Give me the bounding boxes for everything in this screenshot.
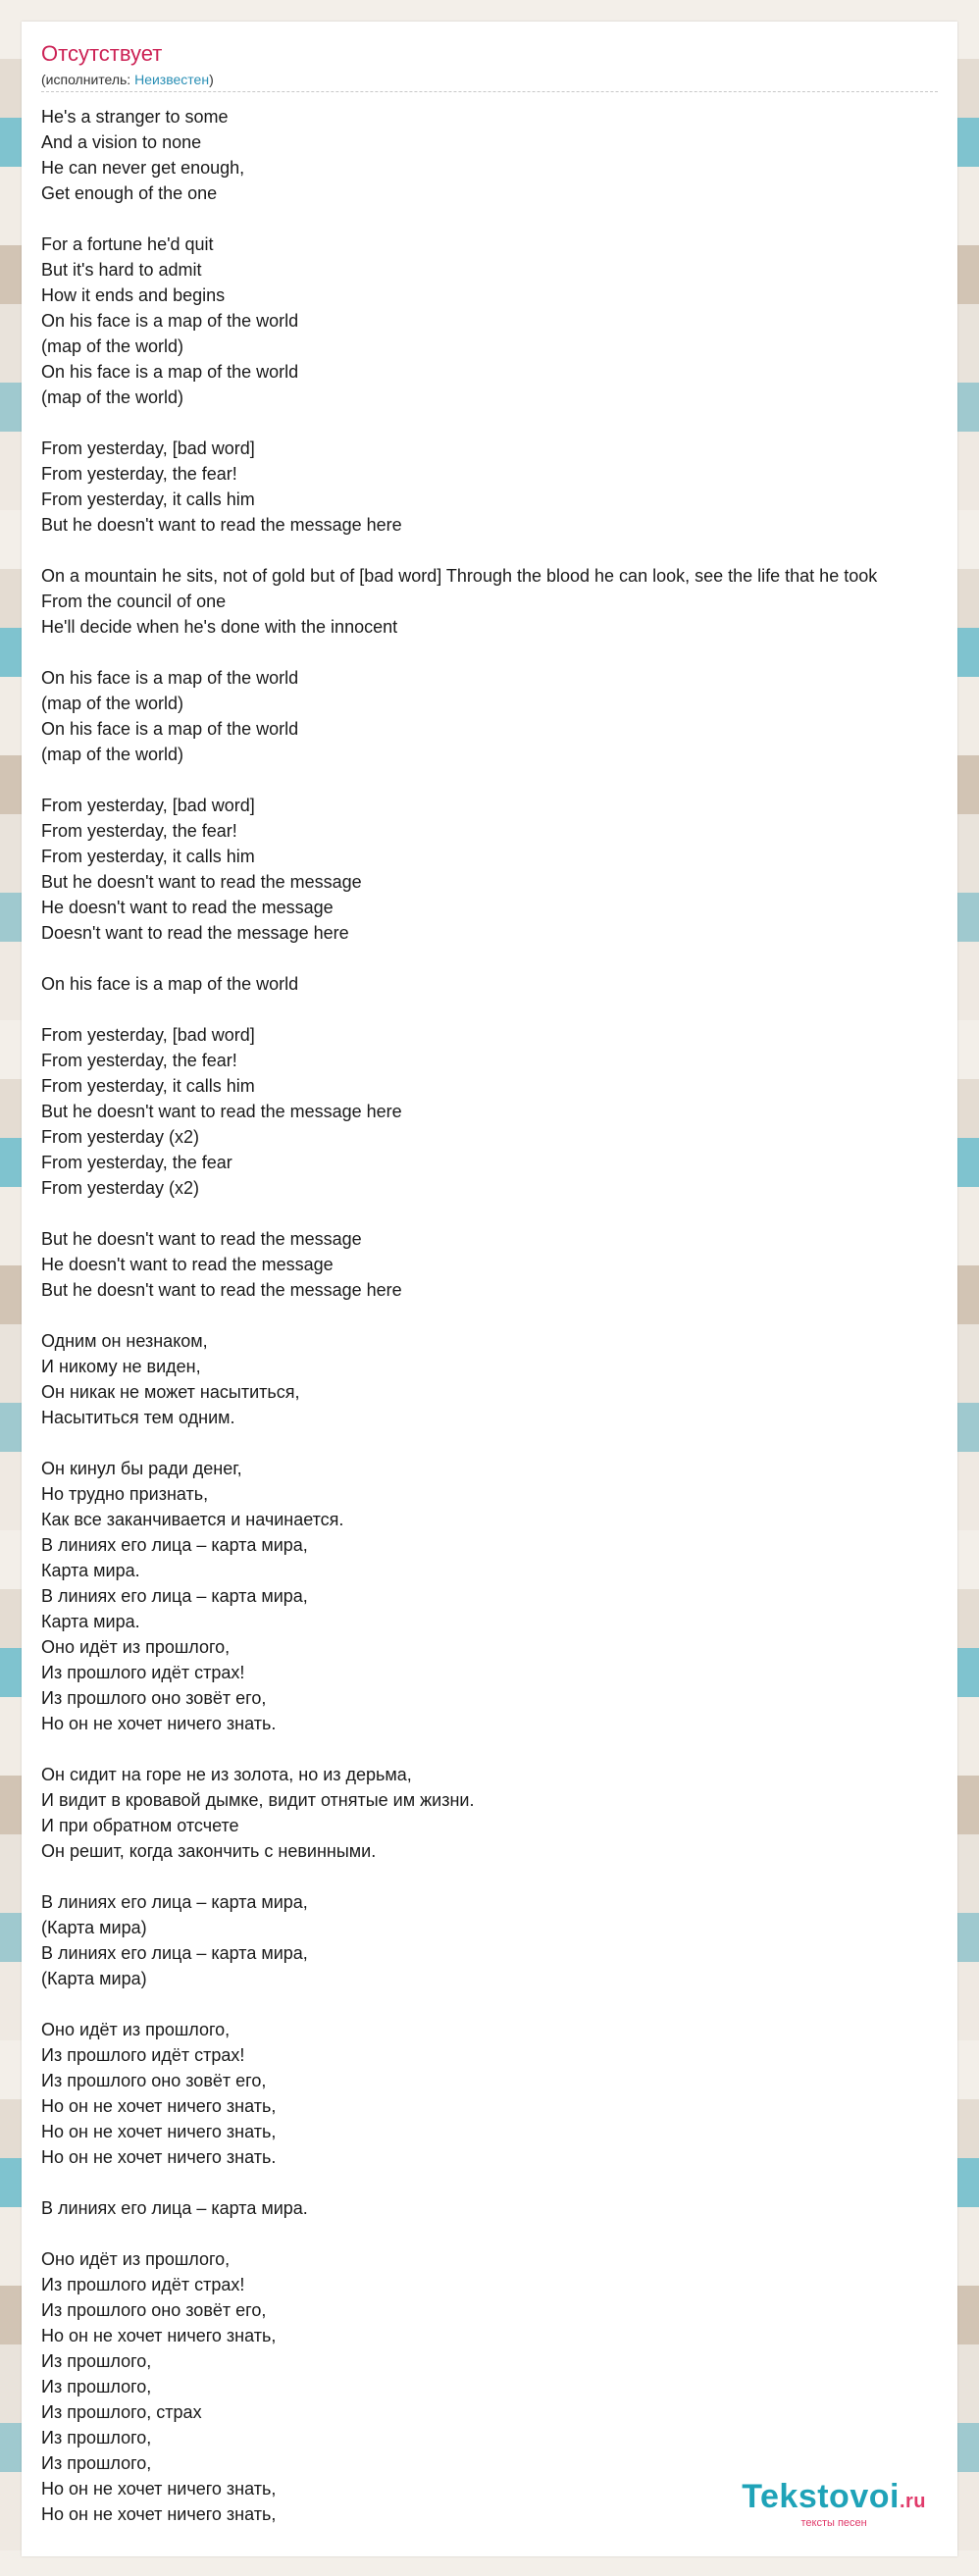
- lyric-line: [41, 1991, 957, 2017]
- lyric-line: But he doesn't want to read the message here: [41, 1102, 402, 1121]
- lyric-line: В линиях его лица – карта мира,: [41, 1535, 308, 1555]
- lyric-line: From yesterday, [bad word]: [41, 438, 255, 458]
- logo-name: Tekstovoi: [742, 2478, 900, 2515]
- lyric-line: В линиях его лица – карта мира,: [41, 1943, 308, 1963]
- lyric-line: But it's hard to admit: [41, 260, 202, 280]
- lyric-line: Но он не хочет ничего знать,: [41, 2504, 277, 2524]
- lyric-line: В линиях его лица – карта мира,: [41, 1892, 308, 1912]
- lyric-line: Из прошлого идёт страх!: [41, 2045, 245, 2065]
- lyric-line: Из прошлого,: [41, 2428, 152, 2447]
- lyric-line: В линиях его лица – карта мира.: [41, 2198, 308, 2218]
- lyric-line: (Карта мира): [41, 1918, 147, 1937]
- lyric-line: On a mountain he sits, not of gold but of [bad word] Through the blood he can look, see the life that he took: [41, 566, 878, 586]
- lyric-line: Оно идёт из прошлого,: [41, 2249, 231, 2269]
- lyric-line: Но он не хочет ничего знать.: [41, 1714, 277, 1733]
- lyric-line: Карта мира.: [41, 1561, 140, 1580]
- logo-tagline: тексты песен: [800, 2517, 867, 2529]
- lyric-line: [41, 2221, 957, 2246]
- lyric-line: Из прошлого,: [41, 2453, 152, 2473]
- lyrics-card: [22, 22, 957, 2556]
- lyric-line: Но он не хочет ничего знать.: [41, 2147, 277, 2167]
- lyric-line: Но он не хочет ничего знать,: [41, 2326, 277, 2345]
- artist-line: (исполнитель: Неизвестен): [41, 72, 214, 87]
- lyric-line: On his face is a map of the world: [41, 668, 299, 688]
- lyric-line: Из прошлого оно зовёт его,: [41, 2300, 267, 2320]
- lyric-line: [41, 1864, 957, 1889]
- lyric-line: Из прошлого, страх: [41, 2402, 202, 2422]
- lyric-line: For a fortune he'd quit: [41, 234, 214, 254]
- lyric-line: [41, 1303, 957, 1328]
- lyric-line: He doesn't want to read the message: [41, 1255, 334, 1274]
- lyric-line: И видит в кровавой дымке, видит отнятые им жизни.: [41, 1790, 475, 1810]
- lyric-line: Из прошлого оно зовёт его,: [41, 1688, 267, 1708]
- lyric-line: Карта мира.: [41, 1612, 140, 1631]
- lyric-line: Из прошлого идёт страх!: [41, 2275, 245, 2294]
- lyric-line: From yesterday (x2): [41, 1127, 200, 1147]
- lyric-line: Оно идёт из прошлого,: [41, 1637, 231, 1657]
- lyric-line: Но он не хочет ничего знать,: [41, 2479, 277, 2499]
- lyric-line: But he doesn't want to read the message: [41, 1229, 362, 1249]
- lyric-line: Он кинул бы ради денег,: [41, 1459, 242, 1478]
- lyric-line: Он решит, когда закончить с невинными.: [41, 1841, 377, 1861]
- lyric-line: [41, 206, 957, 232]
- lyric-line: [41, 1201, 957, 1226]
- lyric-line: Из прошлого идёт страх!: [41, 1663, 245, 1682]
- lyric-line: Одним он незнаком,: [41, 1331, 208, 1351]
- lyric-line: [41, 640, 957, 665]
- lyric-line: В линиях его лица – карта мира,: [41, 1586, 308, 1606]
- lyric-line: И никому не виден,: [41, 1357, 201, 1376]
- lyric-line: On his face is a map of the world: [41, 974, 299, 994]
- lyric-line: But he doesn't want to read the message: [41, 872, 362, 892]
- lyric-line: From yesterday, the fear!: [41, 821, 237, 841]
- lyric-line: And a vision to none: [41, 132, 202, 152]
- logo-tld: .ru: [899, 2491, 926, 2512]
- lyric-line: (map of the world): [41, 745, 184, 764]
- lyric-line: From yesterday, it calls him: [41, 1076, 255, 1096]
- lyric-line: He doesn't want to read the message: [41, 898, 334, 917]
- lyric-line: Но он не хочет ничего знать,: [41, 2096, 277, 2116]
- lyric-line: From yesterday, it calls him: [41, 847, 255, 866]
- lyric-line: Из прошлого,: [41, 2351, 152, 2371]
- lyric-line: From yesterday, [bad word]: [41, 1025, 255, 1045]
- song-title: Отсутствует: [41, 41, 163, 66]
- lyric-line: (map of the world): [41, 336, 184, 356]
- lyric-line: Он сидит на горе не из золота, но из дерьма,: [41, 1765, 412, 1784]
- lyric-line: From yesterday, the fear: [41, 1153, 232, 1172]
- lyric-line: On his face is a map of the world: [41, 362, 299, 382]
- lyric-line: But he doesn't want to read the message here: [41, 1280, 402, 1300]
- lyric-line: He'll decide when he's done with the innocent: [41, 617, 398, 637]
- lyric-line: From yesterday, the fear!: [41, 464, 237, 484]
- lyric-line: Насытиться тем одним.: [41, 1408, 235, 1427]
- lyric-line: [41, 1736, 957, 1762]
- artist-link[interactable]: Неизвестен: [134, 72, 210, 87]
- lyric-line: [41, 767, 957, 793]
- lyric-line: Doesn't want to read the message here: [41, 923, 349, 943]
- lyric-line: On his face is a map of the world: [41, 311, 299, 331]
- lyric-line: From yesterday (x2): [41, 1178, 200, 1198]
- header-divider: [41, 91, 938, 92]
- lyric-line: He's a stranger to some: [41, 107, 229, 127]
- lyric-line: Get enough of the one: [41, 183, 218, 203]
- lyric-line: From yesterday, the fear!: [41, 1051, 237, 1070]
- lyric-line: И при обратном отсчете: [41, 1816, 239, 1835]
- lyric-line: [41, 997, 957, 1022]
- lyric-line: How it ends and begins: [41, 285, 226, 305]
- lyric-line: Как все заканчивается и начинается.: [41, 1510, 344, 1529]
- lyric-line: Из прошлого оно зовёт его,: [41, 2071, 267, 2090]
- lyric-line: (Карта мира): [41, 1969, 147, 1988]
- lyric-line: [41, 946, 957, 971]
- lyrics-text: [41, 104, 957, 2527]
- artist-label: исполнитель:: [45, 72, 131, 87]
- lyric-line: From the council of one: [41, 592, 227, 611]
- lyric-line: [41, 538, 957, 563]
- site-logo[interactable]: [742, 2479, 926, 2529]
- lyric-line: Но трудно признать,: [41, 1484, 209, 1504]
- lyric-line: Он никак не может насытиться,: [41, 1382, 300, 1402]
- lyric-line: [41, 1430, 957, 1456]
- lyric-line: Из прошлого,: [41, 2377, 152, 2396]
- lyric-line: [41, 410, 957, 436]
- lyric-line: (map of the world): [41, 694, 184, 713]
- lyric-line: [41, 2170, 957, 2195]
- lyric-line: From yesterday, it calls him: [41, 489, 255, 509]
- lyric-line: On his face is a map of the world: [41, 719, 299, 739]
- lyric-line: But he doesn't want to read the message here: [41, 515, 402, 535]
- lyric-line: Оно идёт из прошлого,: [41, 2020, 231, 2039]
- lyric-line: He can never get enough,: [41, 158, 245, 178]
- lyric-line: Но он не хочет ничего знать,: [41, 2122, 277, 2141]
- lyric-line: From yesterday, [bad word]: [41, 796, 255, 815]
- lyric-line: (map of the world): [41, 387, 184, 407]
